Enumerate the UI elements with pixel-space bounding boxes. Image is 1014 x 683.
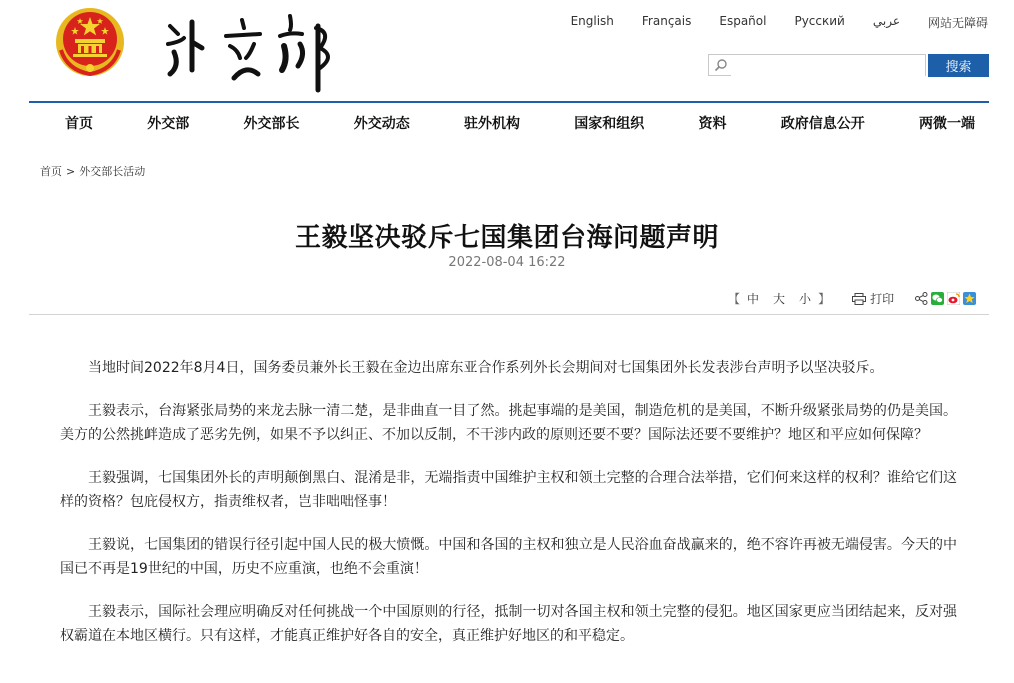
site-header (0, 0, 1014, 102)
font-size-large[interactable]: 大 (773, 292, 786, 306)
breadcrumb (40, 163, 145, 179)
lang-link-french[interactable]: Français (641, 14, 692, 28)
print-label: 打印 (870, 292, 895, 306)
article-paragraph: 王毅表示，国际社会理应明确反对任何挑战一个中国原则的行径，抵制一切对各国主权和领土完整的侵犯。地区国家更应当团结起来，反对强权霸道在本地区横行。只有这样，才能真正维护好各自的安全，真正维护好地区的和平稳定。 (60, 604, 957, 644)
article-date: 2022-08-04 16:22 (448, 255, 566, 270)
print-button[interactable] (852, 290, 894, 307)
nav-item-home[interactable]: 首页 (65, 116, 93, 132)
font-size-medium[interactable]: 中 (747, 292, 760, 306)
nav-item-missions[interactable]: 驻外机构 (464, 116, 520, 132)
article-title: 王毅坚决驳斥七国集团台海问题声明 (294, 223, 719, 254)
lang-link-spanish[interactable]: Español (719, 14, 767, 28)
article-tools (728, 290, 976, 307)
weibo-icon[interactable] (947, 292, 960, 305)
nav-item-resources[interactable]: 资料 (698, 116, 727, 132)
printer-icon (852, 293, 866, 305)
breadcrumb-home-link[interactable]: 首页 (40, 165, 62, 178)
wechat-icon[interactable] (931, 292, 944, 305)
national-emblem-icon[interactable] (53, 6, 127, 78)
qzone-icon[interactable] (963, 292, 976, 305)
share-bar (912, 292, 976, 305)
lang-link-russian[interactable]: Русский (794, 14, 845, 28)
font-size-small[interactable]: 小 (799, 292, 812, 306)
nav-item-social[interactable]: 两微一端 (919, 116, 975, 132)
font-size-bracket-close: 】 (818, 292, 831, 306)
search-icon (714, 58, 728, 72)
lang-link-english[interactable]: English (570, 14, 614, 28)
nav-item-ministry[interactable]: 外交部 (147, 116, 190, 132)
lang-link-arabic[interactable]: عربي (872, 14, 900, 28)
breadcrumb-separator: > (66, 165, 76, 178)
ministry-calligraphy-logo[interactable] (160, 8, 340, 93)
share-icon[interactable] (915, 292, 928, 305)
nav-item-diplomatic-news[interactable]: 外交动态 (353, 116, 410, 132)
search-box (708, 54, 926, 76)
article-body (60, 356, 957, 667)
article-paragraph: 王毅表示，台海紧张局势的来龙去脉一清二楚，是非曲直一目了然。挑起事端的是美国，制造危机的是美国，不断升级紧张局势的仍是美国。美方的公然挑衅造成了恶劣先例，如果不予以纠正、不加以反制，不干涉内政的原则还要不要？国际法还要不要维护？地区和平应如何保障？ (60, 403, 957, 443)
nav-item-countries[interactable]: 国家和组织 (574, 116, 645, 132)
main-nav (29, 104, 989, 142)
search-button[interactable]: 搜索 (928, 54, 989, 77)
article-paragraph: 当地时间2022年8月4日，国务委员兼外长王毅在金边出席东亚合作系列外长会期间对七国集团外长发表涉台声明予以坚决驳斥。 (88, 360, 884, 376)
breadcrumb-current-link[interactable]: 外交部长活动 (79, 165, 146, 178)
accessibility-link[interactable]: 网站无障碍 (927, 16, 988, 30)
nav-item-gov-info[interactable]: 政府信息公开 (780, 116, 865, 132)
article-paragraph: 王毅强调，七国集团外长的声明颠倒黑白、混淆是非，无端指责中国维护主权和领土完整的合理合法举措，它们何来这样的权利？谁给它们这样的资格？包庇侵权方，指责维权者，岂非咄咄怪事！ (60, 470, 957, 510)
article-paragraph: 王毅说，七国集团的错误行径引起中国人民的极大愤慨。中国和各国的主权和独立是人民浴血奋战赢来的，绝不容许再被无端侵害。今天的中国已不再是19世纪的中国，历史不应重演，也绝不会重演！ (60, 537, 957, 577)
font-size-bracket-open: 【 (728, 292, 741, 306)
language-switcher (543, 14, 988, 31)
search-input[interactable] (731, 55, 925, 77)
content-divider (29, 314, 989, 315)
nav-item-minister[interactable]: 外交部长 (243, 116, 300, 132)
header-divider (29, 101, 989, 103)
